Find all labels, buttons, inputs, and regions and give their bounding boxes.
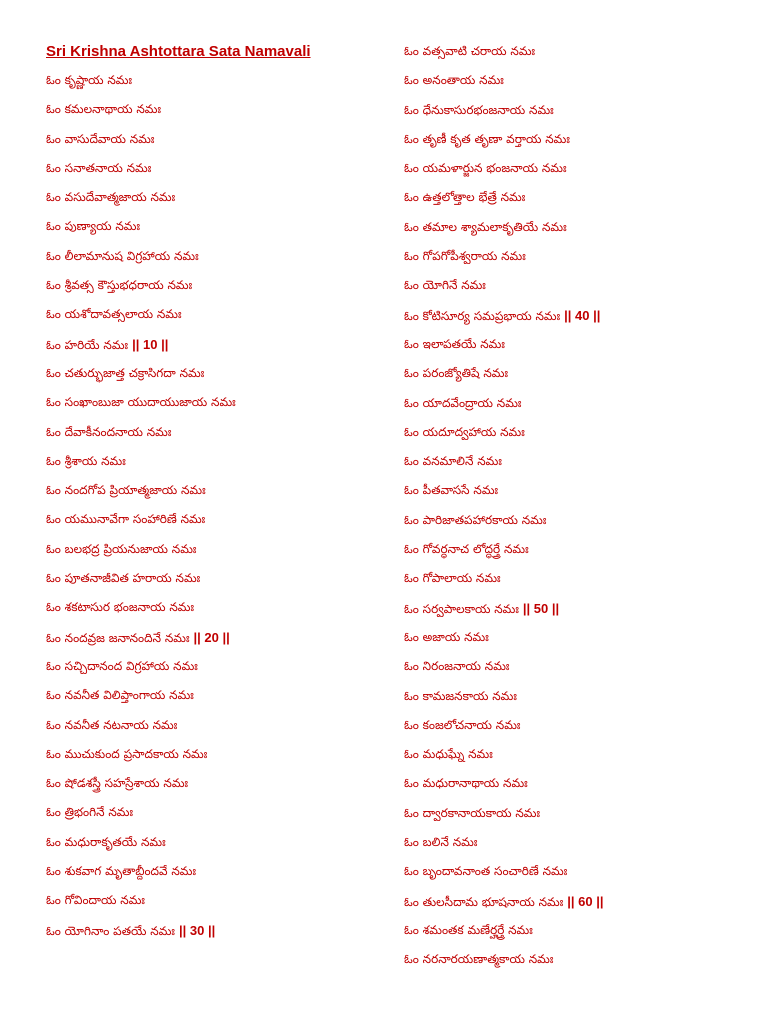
list-item (404, 359, 759, 388)
mantra-text: ఓం గోవిందాయ నమః (46, 893, 145, 908)
mantra-text: ఓం యాదవేంద్రాయ నమః (404, 395, 522, 410)
list-item (46, 623, 401, 652)
mantra-text: ఓం హరియే నమః (46, 337, 129, 352)
list-item (46, 798, 401, 827)
mantra-text: ఓం యోగినాం పతయే నమః (46, 923, 175, 938)
list-item (46, 593, 401, 622)
mantra-text: ఓం ఉత్తలోత్తాల భేత్రే నమః (404, 190, 526, 205)
mantra-text: ఓం యమునావేగా సంహారిణే నమః (46, 512, 206, 527)
mantra-text: ఓం బృందావనాంత సంచారిణే నమః (404, 864, 568, 879)
list-item (46, 828, 401, 857)
mantra-text: ఓం వత్సవాటి చరాయ నమః (404, 44, 536, 58)
list-item (46, 388, 401, 417)
mantra-text: ఓం గోపగోపీశ్వరాయ నమః (404, 249, 526, 264)
mantra-text: ఓం త్రిభంగినే నమః (46, 805, 134, 820)
mantra-text: ఓం పూతనాజీవిత హరాయ నమః (46, 571, 201, 586)
list-item (404, 594, 759, 623)
list-item (404, 37, 759, 66)
list-item (404, 682, 759, 711)
list-item (46, 916, 401, 945)
list-item (404, 945, 759, 974)
mantra-text: ఓం బలభద్ర ప్రియనుజాయ నమః (46, 541, 197, 556)
mantra-text: ఓం ముచుకుంద ప్రసాదకాయ నమః (46, 746, 208, 761)
list-item (404, 213, 759, 242)
mantra-text: ఓం నవనీత నటనాయ నమః (46, 717, 178, 732)
mantra-text: ఓం గోవర్ధనాచ లోద్ధర్త్రే నమః (404, 542, 529, 557)
mantra-text: ఓం శ్రీవత్స కౌస్తుభధరాయ నమః (46, 278, 193, 293)
list-item (404, 887, 759, 916)
list-item (46, 681, 401, 710)
mantra-text: ఓం శ్రీశాయ నమః (46, 453, 126, 468)
list-item (404, 506, 759, 535)
right-name-list (404, 37, 759, 975)
mantra-text: ఓం సనాతనాయ నమః (46, 160, 152, 175)
mantra-text: ఓం కోటిసూర్య సమప్రభాయ నమః (404, 308, 561, 323)
mantra-text: ఓం పారిజాతపహారకాయ నమః (404, 512, 547, 527)
list-item (404, 66, 759, 95)
list-item (404, 476, 759, 505)
mantra-text: ఓం కామజనకాయ నమః (404, 688, 517, 703)
mantra-text: ఓం నవనీత విలిప్తాంగాయ నమః (46, 688, 194, 703)
mantra-text: ఓం సర్వపాలకాయ నమః (404, 601, 519, 616)
list-item (46, 535, 401, 564)
verse-count: || 50 || (522, 600, 560, 616)
mantra-text: ఓం గోపాలాయ నమః (404, 571, 501, 586)
mantra-text: ఓం వసుదేవాత్మజాయ నమః (46, 190, 176, 205)
list-item (404, 652, 759, 681)
list-item (46, 769, 401, 798)
list-item (404, 799, 759, 828)
list-item (46, 857, 401, 886)
mantra-text: ఓం అనంతాయ నమః (404, 73, 504, 88)
mantra-text: ఓం శుకవాగ మృతాబ్దీందవే నమః (46, 864, 197, 879)
mantra-text: ఓం ధేనుకాసురభంజనాయ నమః (404, 102, 554, 117)
verse-count: || 20 || (193, 629, 230, 645)
list-item (46, 330, 401, 359)
left-name-list (46, 66, 401, 945)
mantra-text: ఓం కృష్ణాయ నమః (46, 73, 133, 87)
list-item (404, 96, 759, 125)
mantra-text: ఓం లీలామానుష విగ్రహాయ నమః (46, 248, 199, 263)
list-item (404, 857, 759, 886)
mantra-text: ఓం వాసుదేవాయ నమః (46, 131, 155, 146)
mantra-text: ఓం మధురాకృతయే నమః (46, 834, 166, 849)
mantra-text: ఓం పీతవాససే నమః (404, 483, 499, 498)
mantra-text: ఓం యదూద్వహాయ నమః (404, 424, 525, 439)
list-item (404, 242, 759, 271)
list-item (404, 330, 759, 359)
verse-count: || 30 || (178, 922, 216, 938)
mantra-text: ఓం ద్వారకానాయకాయ నమః (404, 805, 541, 820)
list-item (46, 242, 401, 271)
mantra-text: ఓం అజాయ నమః (404, 629, 489, 644)
list-item (46, 212, 401, 241)
list-item (404, 711, 759, 740)
mantra-text: ఓం నిరంజనాయ నమః (404, 659, 510, 674)
list-item (404, 564, 759, 593)
mantra-text: ఓం నందవ్రజ జనానందినే నమః (46, 630, 190, 645)
list-item (404, 769, 759, 798)
mantra-text: ఓం తృణీ కృత తృణా వర్తాయ నమః (404, 131, 570, 146)
list-item (46, 154, 401, 183)
list-item (404, 154, 759, 183)
list-item (46, 652, 401, 681)
mantra-text: ఓం నందగోప ప్రియాత్మజాయ నమః (46, 483, 206, 498)
mantra-text: ఓం కంజలోచనాయ నమః (404, 717, 521, 732)
mantra-text: ఓం సచ్చిదానంద విగ్రహాయ నమః (46, 658, 198, 673)
list-item (404, 271, 759, 300)
list-item (46, 300, 401, 329)
list-item (404, 301, 759, 330)
list-item (404, 418, 759, 447)
list-item (46, 271, 401, 300)
verse-count: || 40 || (564, 307, 601, 323)
list-item (404, 447, 759, 476)
mantra-text: ఓం చతుర్భుజాత్త చక్రాసిగదా నమః (46, 365, 205, 380)
mantra-text: ఓం శకటాసుర భంజనాయ నమః (46, 600, 195, 615)
list-item (46, 359, 401, 388)
mantra-text: ఓం దేవాకీనందనాయ నమః (46, 424, 172, 439)
list-item (46, 476, 401, 505)
list-item (46, 125, 401, 154)
list-item (404, 916, 759, 945)
mantra-text: ఓం నరనారయణాత్మకాయ నమః (404, 952, 554, 967)
mantra-text: ఓం షోడశస్త్రీ సహస్రేశాయ నమః (46, 776, 189, 791)
mantra-text: ఓం యశోదావత్సలాయ నమః (46, 307, 182, 322)
mantra-text: ఓం ఇలాపతయే నమః (404, 336, 505, 351)
list-item (46, 183, 401, 212)
list-item (404, 389, 759, 418)
list-item (404, 183, 759, 212)
list-item (404, 535, 759, 564)
list-item (46, 711, 401, 740)
verse-count: || 10 || (132, 336, 169, 352)
mantra-text: ఓం బలినే నమః (404, 835, 478, 850)
mantra-text: ఓం మధురానాథాయ నమః (404, 776, 528, 791)
list-item (46, 505, 401, 534)
document-title: Sri Krishna Ashtottara Sata Namavali (46, 43, 311, 60)
list-item (404, 828, 759, 857)
list-item (46, 66, 401, 95)
list-item (46, 447, 401, 476)
mantra-text: ఓం యోగినే నమః (404, 278, 486, 293)
mantra-text: ఓం పరంజ్యోతిషే నమః (404, 366, 509, 381)
list-item (46, 740, 401, 769)
mantra-text: ఓం శమంతక మణేర్హర్త్రే నమః (404, 922, 533, 937)
list-item (404, 740, 759, 769)
mantra-text: ఓం మధుఘ్నే నమః (404, 747, 493, 762)
list-item (404, 623, 759, 652)
mantra-text: ఓం తులసీదామ భూషనాయ నమః (404, 894, 564, 909)
list-item (404, 125, 759, 154)
left-column (46, 37, 401, 945)
mantra-text: ఓం సంఖాంబుజా యుదాయుజాయ నమః (46, 395, 236, 410)
mantra-text: ఓం కమలనాథాయ నమః (46, 102, 162, 117)
right-column (404, 37, 759, 975)
list-item (46, 95, 401, 124)
mantra-text: ఓం పుణ్యాయ నమః (46, 219, 141, 234)
list-item (46, 886, 401, 915)
list-item (46, 564, 401, 593)
list-item (46, 418, 401, 447)
mantra-text: ఓం వనమాలినే నమః (404, 454, 502, 469)
mantra-text: ఓం యమళార్జున భంజనాయ నమః (404, 161, 567, 176)
verse-count: || 60 || (567, 893, 604, 909)
mantra-text: ఓం తమాల శ్యామలాకృతియే నమః (404, 219, 567, 234)
